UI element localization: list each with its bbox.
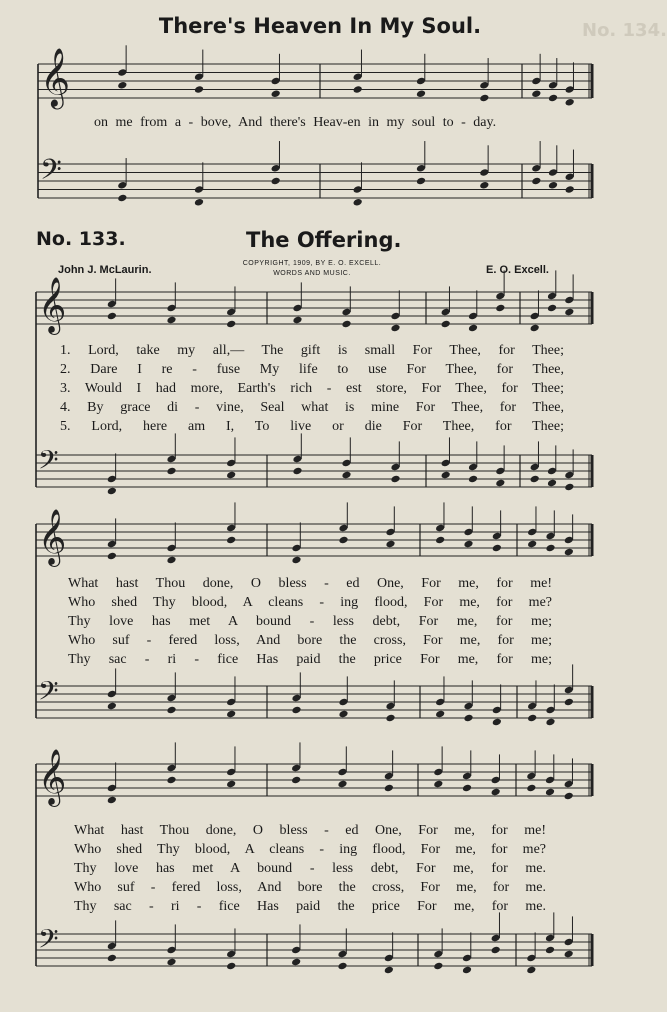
lyric-line: 5. Lord, here am I, To live or die For Thee, for Thee; [60,419,564,434]
time-signature [64,286,83,299]
lyric-line: 2. Dare I re - fuse My life to use For Thee, for Thee, [60,362,564,377]
stanza-block-1 [60,343,564,438]
stanza-block-3 [74,823,546,918]
svg-text:𝄢: 𝄢 [38,444,59,483]
svg-text:𝄢: 𝄢 [40,153,62,194]
svg-text:𝄞: 𝄞 [40,48,71,108]
svg-text:𝄞: 𝄞 [38,508,67,565]
hymn-title: The Offering. [246,228,402,252]
prev-hymn-title: There's Heaven In My Soul. [158,14,482,38]
hymn-copyright [212,259,412,279]
svg-text:𝄞: 𝄞 [38,276,67,333]
lyric-line: Thy sac - ri - fice Has paid the price For me, for me; [68,652,552,667]
lyric-line: 3. Would I had more, Earth's rich - est store, For Thee, for Thee; [60,381,564,396]
hymn-author: John J. McLaurin. [58,264,152,276]
lyric-line: Thy sac - ri - fice Has paid the price For me, for me. [74,899,546,914]
svg-text:𝄢: 𝄢 [38,923,59,962]
svg-text:𝄢: 𝄢 [38,675,59,714]
stanza-block-2 [68,576,552,671]
lyric-line: 4. By grace di - vine, Seal what is mine For Thee, for Thee, [60,400,564,415]
lyric-line: Who shed Thy blood, A cleans - ing flood, For me, for me? [74,842,546,857]
lyric-line: What hast Thou done, O bless - ed One, For me, for me! [68,576,552,591]
lyric-line: 1. Lord, take my all,— The gift is small For Thee, for Thee; [60,343,564,358]
lyric-line: Who shed Thy blood, A cleans - ing flood, For me, for me? [68,595,552,610]
lyric-line: Who suf - fered loss, And bore the cross, For me, for me; [68,633,552,648]
copyright-line-2: WORDS AND MUSIC. [273,270,351,277]
prev-hymn-lyric: on me from a - bove, And there's Heav-en in my soul to - day. [94,115,497,130]
copyright-line-1: COPYRIGHT, 1909, BY E. O. EXCELL. [242,260,382,267]
hymn-number: No. 133. [36,228,126,250]
svg-text:𝄞: 𝄞 [38,748,67,805]
lyric-line: Thy love has met A bound - less debt, For me, for me. [74,861,546,876]
lyric-line: What hast Thou done, O bless - ed One, For me, for me! [74,823,546,838]
hymn-composer: E. O. Excell. [486,264,549,276]
lyric-line: Who suf - fered loss, And bore the cross, For me, for me. [74,880,546,895]
page-corner-ghost: No. 134. [582,20,667,41]
lyric-line: Thy love has met A bound - less debt, For me, for me; [68,614,552,629]
